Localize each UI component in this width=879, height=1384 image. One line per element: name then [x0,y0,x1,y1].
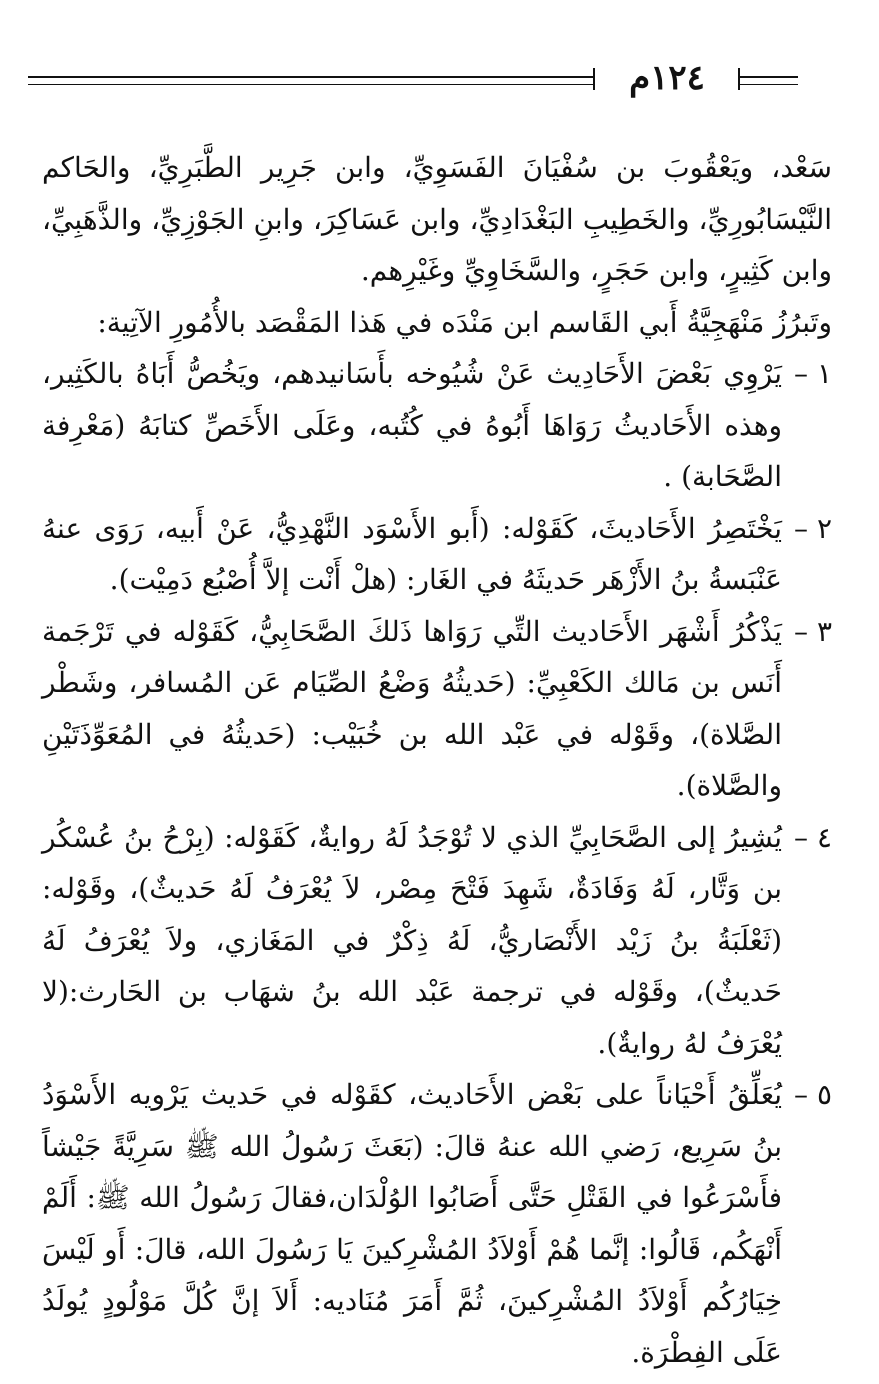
header-rule-left [28,76,593,85]
list-item-number: ٣ – [794,614,832,648]
list-item-text: يَرْوِي بَعْضَ الأَحَادِيث عَنْ شُيُوخه بأَسَانيدهم، ويَخُصُّ أَبَاهُ بالكَثِير، وهذه الأَحَاديثُ رَوَاهَا أَبُوهُ في كُتُبه، وعَلَى الأَخَصِّ كتابَهُ (مَعْرِفة الصَّحَابة) . [42,357,782,493]
list-item-number: ٤ – [794,820,832,854]
page-number: ١٢٤م [629,58,705,98]
list-item-number: ١ – [794,357,832,390]
list-item [42,503,832,606]
list-item-number: ٥ – [794,1078,832,1111]
header-rule-right [738,76,798,85]
list-item-text: يُشِيرُ إلى الصَّحَابِيِّ الذي لا تُوْجَدُ لَهُ روايةٌ، كَقَوْله: (بِرْحُ بنُ عُسْكُر بن وَتَّار، لَهُ وَفَادَةٌ، شَهِدَ فَتْحَ مِصْر، لاَ يُعْرَفُ لَهُ حَديثٌ)، وقَوْله: (ثَعْلَبَةُ بنُ زَيْد الأَنْصَاريُّ، لَهُ ذِكْرٌ في المَغَازي، ولاَ يُعْرَفُ لَهُ حَديثٌ)، وقَوْله في ترجمة عَبْد الله بنُ شهَاب بن الحَارث:(لا يُعْرَفُ لهُ روايةٌ). [42,820,782,1060]
list-item [42,812,832,1070]
list-item-number: ٢ – [794,511,832,545]
list-item-text: يَذْكُرُ أَشْهَر الأَحَاديث التِّي رَوَاها ذَلكَ الصَّحَابِيُّ، كَقَوْله في تَرْجَمة أَنَس بن مَالك الكَعْبِيِّ: (حَديثُهُ وَضْعُ الصِّيَام عَن المُسافر، وشَطْر الصَّلاة)، وقَوْله في عَبْد الله بن خُبَيْب: (حَديثُهُ في المُعَوِّذَتَيْنِ والصَّلاة). [42,614,782,802]
list-item-text: يُعَلِّقُ أَحْيَاناً على بَعْض الأَحَاديث، كقَوْله في حَديث يَرْويه الأَسْوَدُ بنُ سَرِيع، رَضي الله عنهُ قالَ: (بَعَثَ رَسُولُ الله ﷺ سَرِيَّةً جَيْشاً فأَسْرَعُوا في القَتْلِ حَتَّى أَصَابُوا الوُلْدَان،فقالَ رَسُولُ الله ﷺ: أَلَمْ أَنْهَكُم، قَالُوا: إنَّما هُمْ أَوْلاَدُ المُشْرِكينَ يَا رَسُولَ الله، قالَ: أَو لَيْسَ خِيَارُكُم أَوْلاَدُ المُشْرِكينَ، ثُمَّ أَمَرَ مُنَاديه: أَلاَ إنَّ كُلَّ مَوْلُودٍ يُولَدُ عَلَى الفِطْرَة. [42,1078,783,1369]
list-item [42,606,832,812]
list-item [42,348,832,503]
list-item-text: يَخْتَصِرُ الأَحَاديثَ، كَقَوْله: (أَبو الأَسْوَد النَّهْدِيُّ، عَنْ أَبيه، رَوَى عنهُ عَنْبَسةُ بنُ الأَزْهَر حَديثَهُ في الغَار: (هلْ أَنْت إلاَّ أُصْبُع دَمِيْت). [42,511,782,596]
lead-paragraph: وتَبرُزُ مَنْهَجِيَّةُ أَبي القَاسم ابن مَنْدَه في هَذا المَقْصَد بالأُمُورِ الآتِية: [97,305,832,339]
list-item [42,1069,832,1378]
intro-paragraph: سَعْد، ويَعْقُوبَ بن سُفْيَانَ الفَسَوِيِّ، وابن جَرِير الطَّبَرِيِّ، والحَاكم النَّيْسَابُورِيِّ، والخَطِيبِ البَغْدَادِيِّ، وابن عَسَاكِرَ، وابنِ الجَوْزِيِّ، والذَّهَبِيِّ، وابن كَثِيرٍ، وابن حَجَرٍ، والسَّخَاوِيِّ وغَيْرِهم. [42,151,832,287]
page-header [28,54,798,104]
page-body [42,142,832,1378]
header-rule-cap-left [593,68,595,90]
